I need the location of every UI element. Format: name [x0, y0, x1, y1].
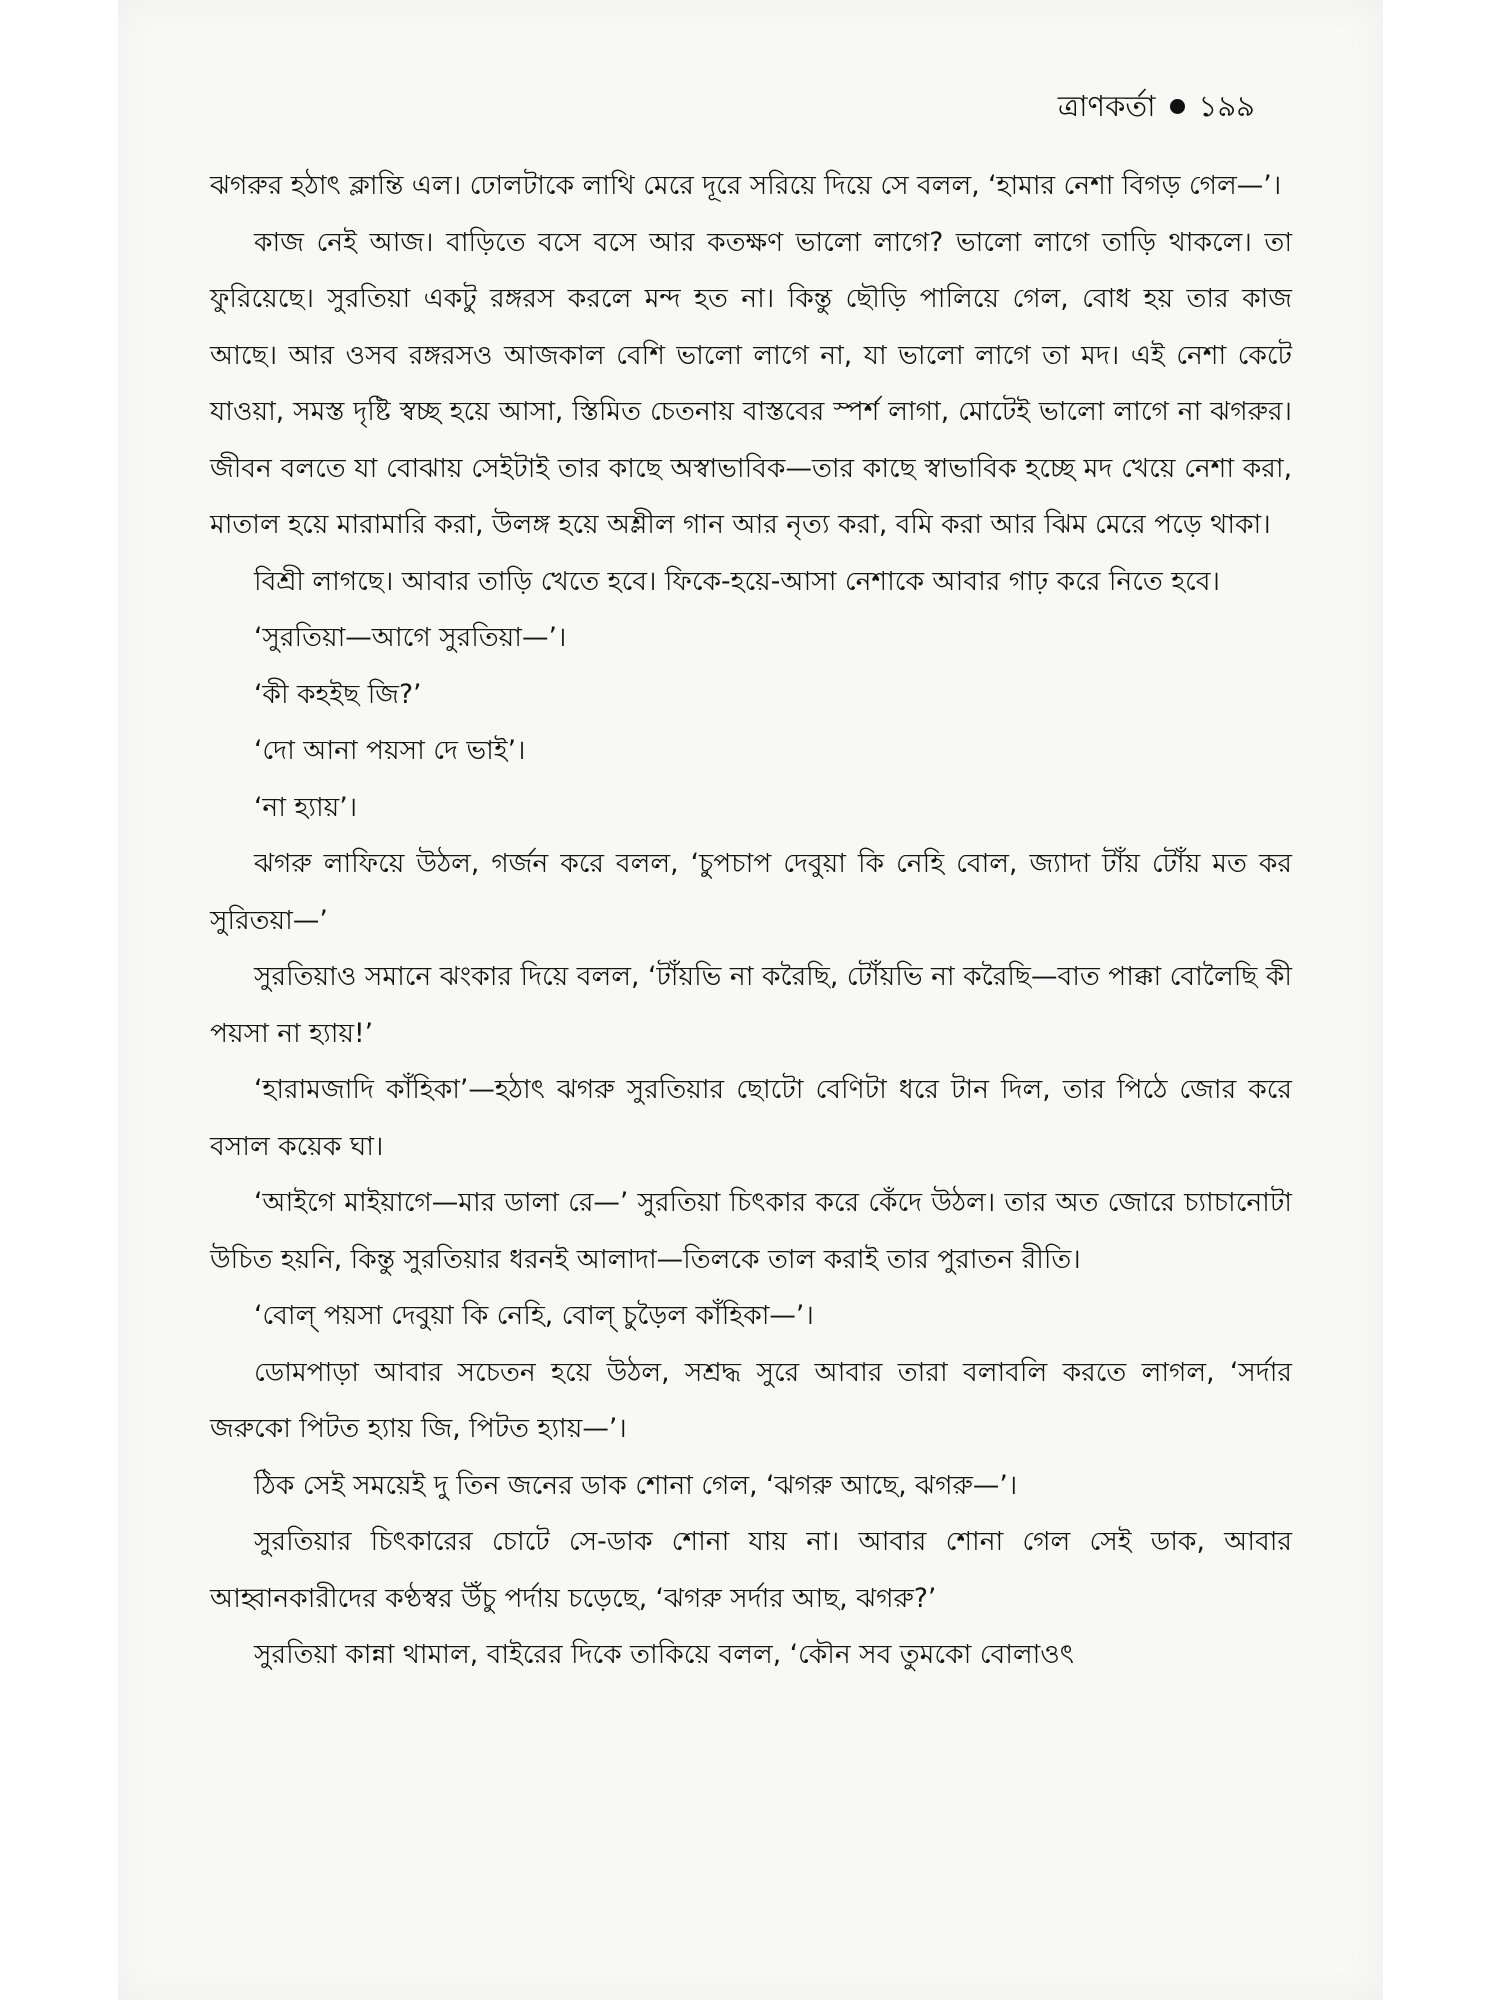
- dialogue-line: ‘দো আনা পয়সা দে ভাই’।: [254, 735, 526, 766]
- paragraph: সুরতিয়াও সমানে ঝংকার দিয়ে বলল, ‘টাঁয়ভি না করৈছি, টোঁয়ভি না করৈছি—বাত পাক্কা বোলৈছি কী পয়সা না হ্যায়!’: [210, 961, 1292, 1049]
- dialogue-line: ‘সুরতিয়া—আগে সুরতিয়া—’।: [254, 622, 567, 653]
- chapter-title: ত্রাণকর্তা: [1057, 89, 1156, 123]
- body-text: [210, 158, 1292, 1684]
- paragraph: বিশ্রী লাগছে। আবার তাড়ি খেতে হবে। ফিকে-হয়ে-আসা নেশাকে আবার গাঢ় করে নিতে হবে।: [254, 565, 1221, 597]
- dialogue-line: ‘বোল্ পয়সা দেবুয়া কি নেহি, বোল্ চুড়ৈল কাঁহিকা—’।: [254, 1300, 814, 1331]
- dialogue-line: ‘কী কহইছ জি?’: [254, 678, 422, 710]
- dialogue-line: ‘না হ্যায়’।: [254, 791, 358, 823]
- paragraph: ডোমপাড়া আবার সচেতন হয়ে উঠল, সশ্রদ্ধ সুরে আবার তারা বলাবলি করতে লাগল, ‘সর্দার জরুকো পিটত হ্যায় জি, পিটত হ্যায়—’।: [210, 1356, 1292, 1444]
- paragraph: ঝগরুর হঠাৎ ক্লান্তি এল। ঢোলটাকে লাথি মেরে দূরে সরিয়ে দিয়ে সে বলল, ‘হামার নেশা বিগড় গেল—’।: [210, 170, 1282, 201]
- page-number: ১৯৯: [1198, 89, 1255, 123]
- paragraph: সুরতিয়া কান্না থামাল, বাইরের দিকে তাকিয়ে বলল, ‘কৌন সব তুমকো বোলাওৎ: [254, 1639, 1074, 1670]
- paragraph: সুরতিয়ার চিৎকারের চোটে সে-ডাক শোনা যায় না। আবার শোনা গেল সেই ডাক, আবার আহ্বানকারীদের কণ্ঠস্বর উঁচু পর্দায় চড়েছে, ‘ঝগরু সর্দার আছ, ঝগরু?’: [210, 1526, 1292, 1614]
- paragraph: ‘আইগে মাইয়াগে—মার ডালা রে—’ সুরতিয়া চিৎকার করে কেঁদে উঠল। তার অত জোরে চ্যাচানোটা উচিত হয়নি, কিন্তু সুরতিয়ার ধরনই আলাদা—তিলকে তাল করাই তার পুরাতন রীতি।: [210, 1187, 1292, 1275]
- paragraph: ঠিক সেই সময়েই দু তিন জনের ডাক শোনা গেল, ‘ঝগরু আছে, ঝগরু—’।: [254, 1469, 1018, 1501]
- running-header: [1058, 84, 1255, 133]
- paragraph: কাজ নেই আজ। বাড়িতে বসে বসে আর কতক্ষণ ভালো লাগে? ভালো লাগে তাড়ি থাকলে। তা ফুরিয়েছে। সুরতিয়া একটু রঙ্গরস করলে মন্দ হত না। কিন্তু ছৌড়ি পালিয়ে গেল, বোধ হয় তার কাজ আছে। আর ওসব রঙ্গরসও আজকাল বেশি ভালো লাগে না, যা ভালো লাগে তা মদ। এই নেশা কেটে যাওয়া, সমস্ত দৃষ্টি স্বচ্ছ হয়ে আসা, স্তিমিত চেতনায় বাস্তবের স্পর্শ লাগা, মোটেই ভালো লাগে না ঝগরুর। জীবন বলতে যা বোঝায় সেইটাই তার কাছে অস্বাভাবিক—তার কাছে স্বাভাবিক হচ্ছে মদ খেয়ে নেশা করা, মাতাল হয়ে মারামারি করা, উলঙ্গ হয়ে অশ্লীল গান আর নৃত্য করা, বমি করা আর ঝিম মেরে পড়ে থাকা।: [210, 226, 1292, 540]
- book-page: [118, 0, 1383, 2000]
- paragraph: ‘হারামজাদি কাঁহিকা’—হঠাৎ ঝগরু সুরতিয়ার ছোটো বেণিটা ধরে টান দিল, তার পিঠে জোর করে বসাল কয়েক ঘা।: [210, 1074, 1292, 1162]
- bullet-separator-icon: [1170, 99, 1185, 114]
- paragraph: ঝগরু লাফিয়ে উঠল, গর্জন করে বলল, ‘চুপচাপ দেবুয়া কি নেহি বোল, জ্যাদা টাঁয় টোঁয় মত কর সুরিতয়া—’: [210, 848, 1292, 936]
